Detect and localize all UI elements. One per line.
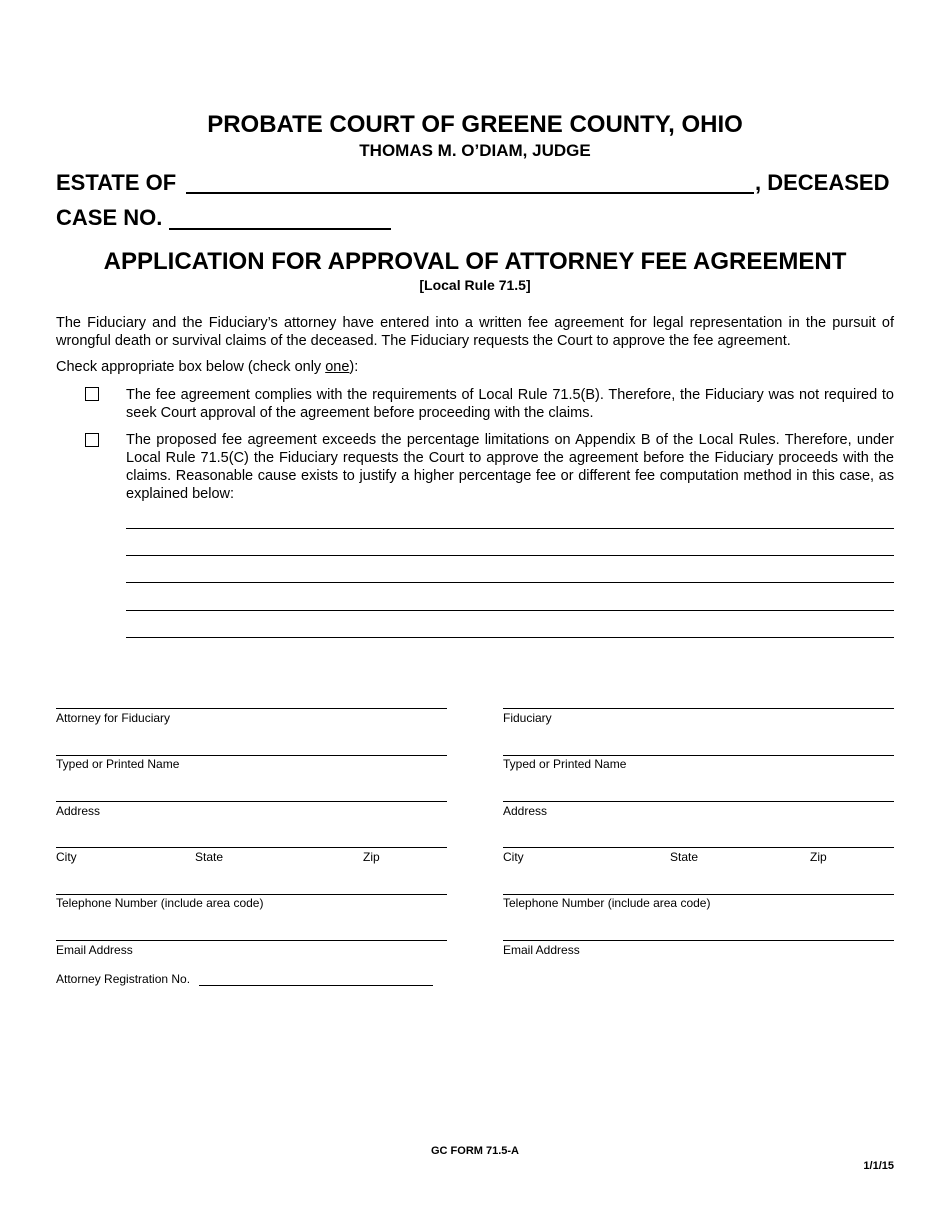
explanation-line[interactable] xyxy=(126,582,894,583)
case-number-field[interactable] xyxy=(169,228,391,230)
court-name: PROBATE COURT OF GREENE COUNTY, OHIO xyxy=(207,111,743,138)
intro-paragraph: The Fiduciary and the Fiduciary’s attorney have entered into a written fee agreement for legal representation in the pursuit of wrongful death or survival claims of the deceased. The Fiduciary requests the Court to approve the fee agreement. xyxy=(56,315,894,349)
option-2-text: The proposed fee agreement exceeds the percentage limitations on Appendix B of the Local Rules. Therefore, under Local Rule 71.5(C) the Fiduciary requests the Court to approve the agreement before the Fiduciary proceeds with the claims. Reasonable cause exists to justify a higher percentage fee or different fee computation method in this case, as explained below: xyxy=(126,432,894,502)
judge-name: THOMAS M. O’DIAM, JUDGE xyxy=(359,141,591,160)
deceased-label: , DECEASED xyxy=(755,170,890,195)
attorney-email-label: Email Address xyxy=(56,943,133,957)
fiduciary-email-label: Email Address xyxy=(503,943,580,957)
estate-name-field[interactable] xyxy=(186,192,754,194)
attorney-registration-label: Attorney Registration No. xyxy=(56,972,191,986)
attorney-signer-label: Attorney for Fiduciary xyxy=(56,711,171,725)
explanation-line[interactable] xyxy=(126,610,894,611)
form-number: GC FORM 71.5-A xyxy=(430,1145,519,1157)
fiduciary-address-line[interactable] xyxy=(503,801,894,802)
attorney-state-label: State xyxy=(195,850,224,864)
fiduciary-name-line[interactable] xyxy=(503,755,894,756)
fiduciary-city-line[interactable] xyxy=(503,847,894,848)
estate-of-label: ESTATE OF xyxy=(56,170,177,195)
attorney-zip-label: Zip xyxy=(363,850,380,864)
attorney-city-line[interactable] xyxy=(56,847,447,848)
local-rule-reference: [Local Rule 71.5] xyxy=(419,277,531,293)
attorney-address-line[interactable] xyxy=(56,801,447,802)
case-no-label: CASE NO. xyxy=(56,205,163,230)
option-2-checkbox[interactable] xyxy=(85,433,99,447)
form-title: APPLICATION FOR APPROVAL OF ATTORNEY FEE AGREEMENT xyxy=(103,248,847,275)
explanation-line[interactable] xyxy=(126,528,894,529)
explanation-line[interactable] xyxy=(126,637,894,638)
explanation-line[interactable] xyxy=(126,555,894,556)
fiduciary-email-line[interactable] xyxy=(503,940,894,941)
fiduciary-phone-line[interactable] xyxy=(503,894,894,895)
attorney-signature-line[interactable] xyxy=(56,708,447,709)
fiduciary-state-label: State xyxy=(670,850,699,864)
option-1-text: The fee agreement complies with the requirements of Local Rule 71.5(B). Therefore, the Fiduciary was not required to seek Court approval of the agreement before proceeding with the claims. xyxy=(126,387,894,421)
attorney-phone-label: Telephone Number (include area code) xyxy=(56,896,264,910)
fiduciary-signer-label: Fiduciary xyxy=(503,711,552,725)
attorney-email-line[interactable] xyxy=(56,940,447,941)
attorney-name-line[interactable] xyxy=(56,755,447,756)
attorney-phone-line[interactable] xyxy=(56,894,447,895)
attorney-registration-line[interactable] xyxy=(199,985,433,986)
fiduciary-phone-label: Telephone Number (include area code) xyxy=(503,896,711,910)
fiduciary-zip-label: Zip xyxy=(810,850,827,864)
fiduciary-signature-line[interactable] xyxy=(503,708,894,709)
fiduciary-address-label: Address xyxy=(503,804,548,818)
fiduciary-name-label: Typed or Printed Name xyxy=(503,757,627,771)
attorney-city-label: City xyxy=(56,850,77,864)
fiduciary-city-label: City xyxy=(503,850,524,864)
option-1-checkbox[interactable] xyxy=(85,387,99,401)
form-revision-date: 1/1/15 xyxy=(863,1160,894,1172)
attorney-name-label: Typed or Printed Name xyxy=(56,757,180,771)
attorney-address-label: Address xyxy=(56,804,101,818)
check-instruction: Check appropriate box below (check only one): xyxy=(56,359,359,375)
